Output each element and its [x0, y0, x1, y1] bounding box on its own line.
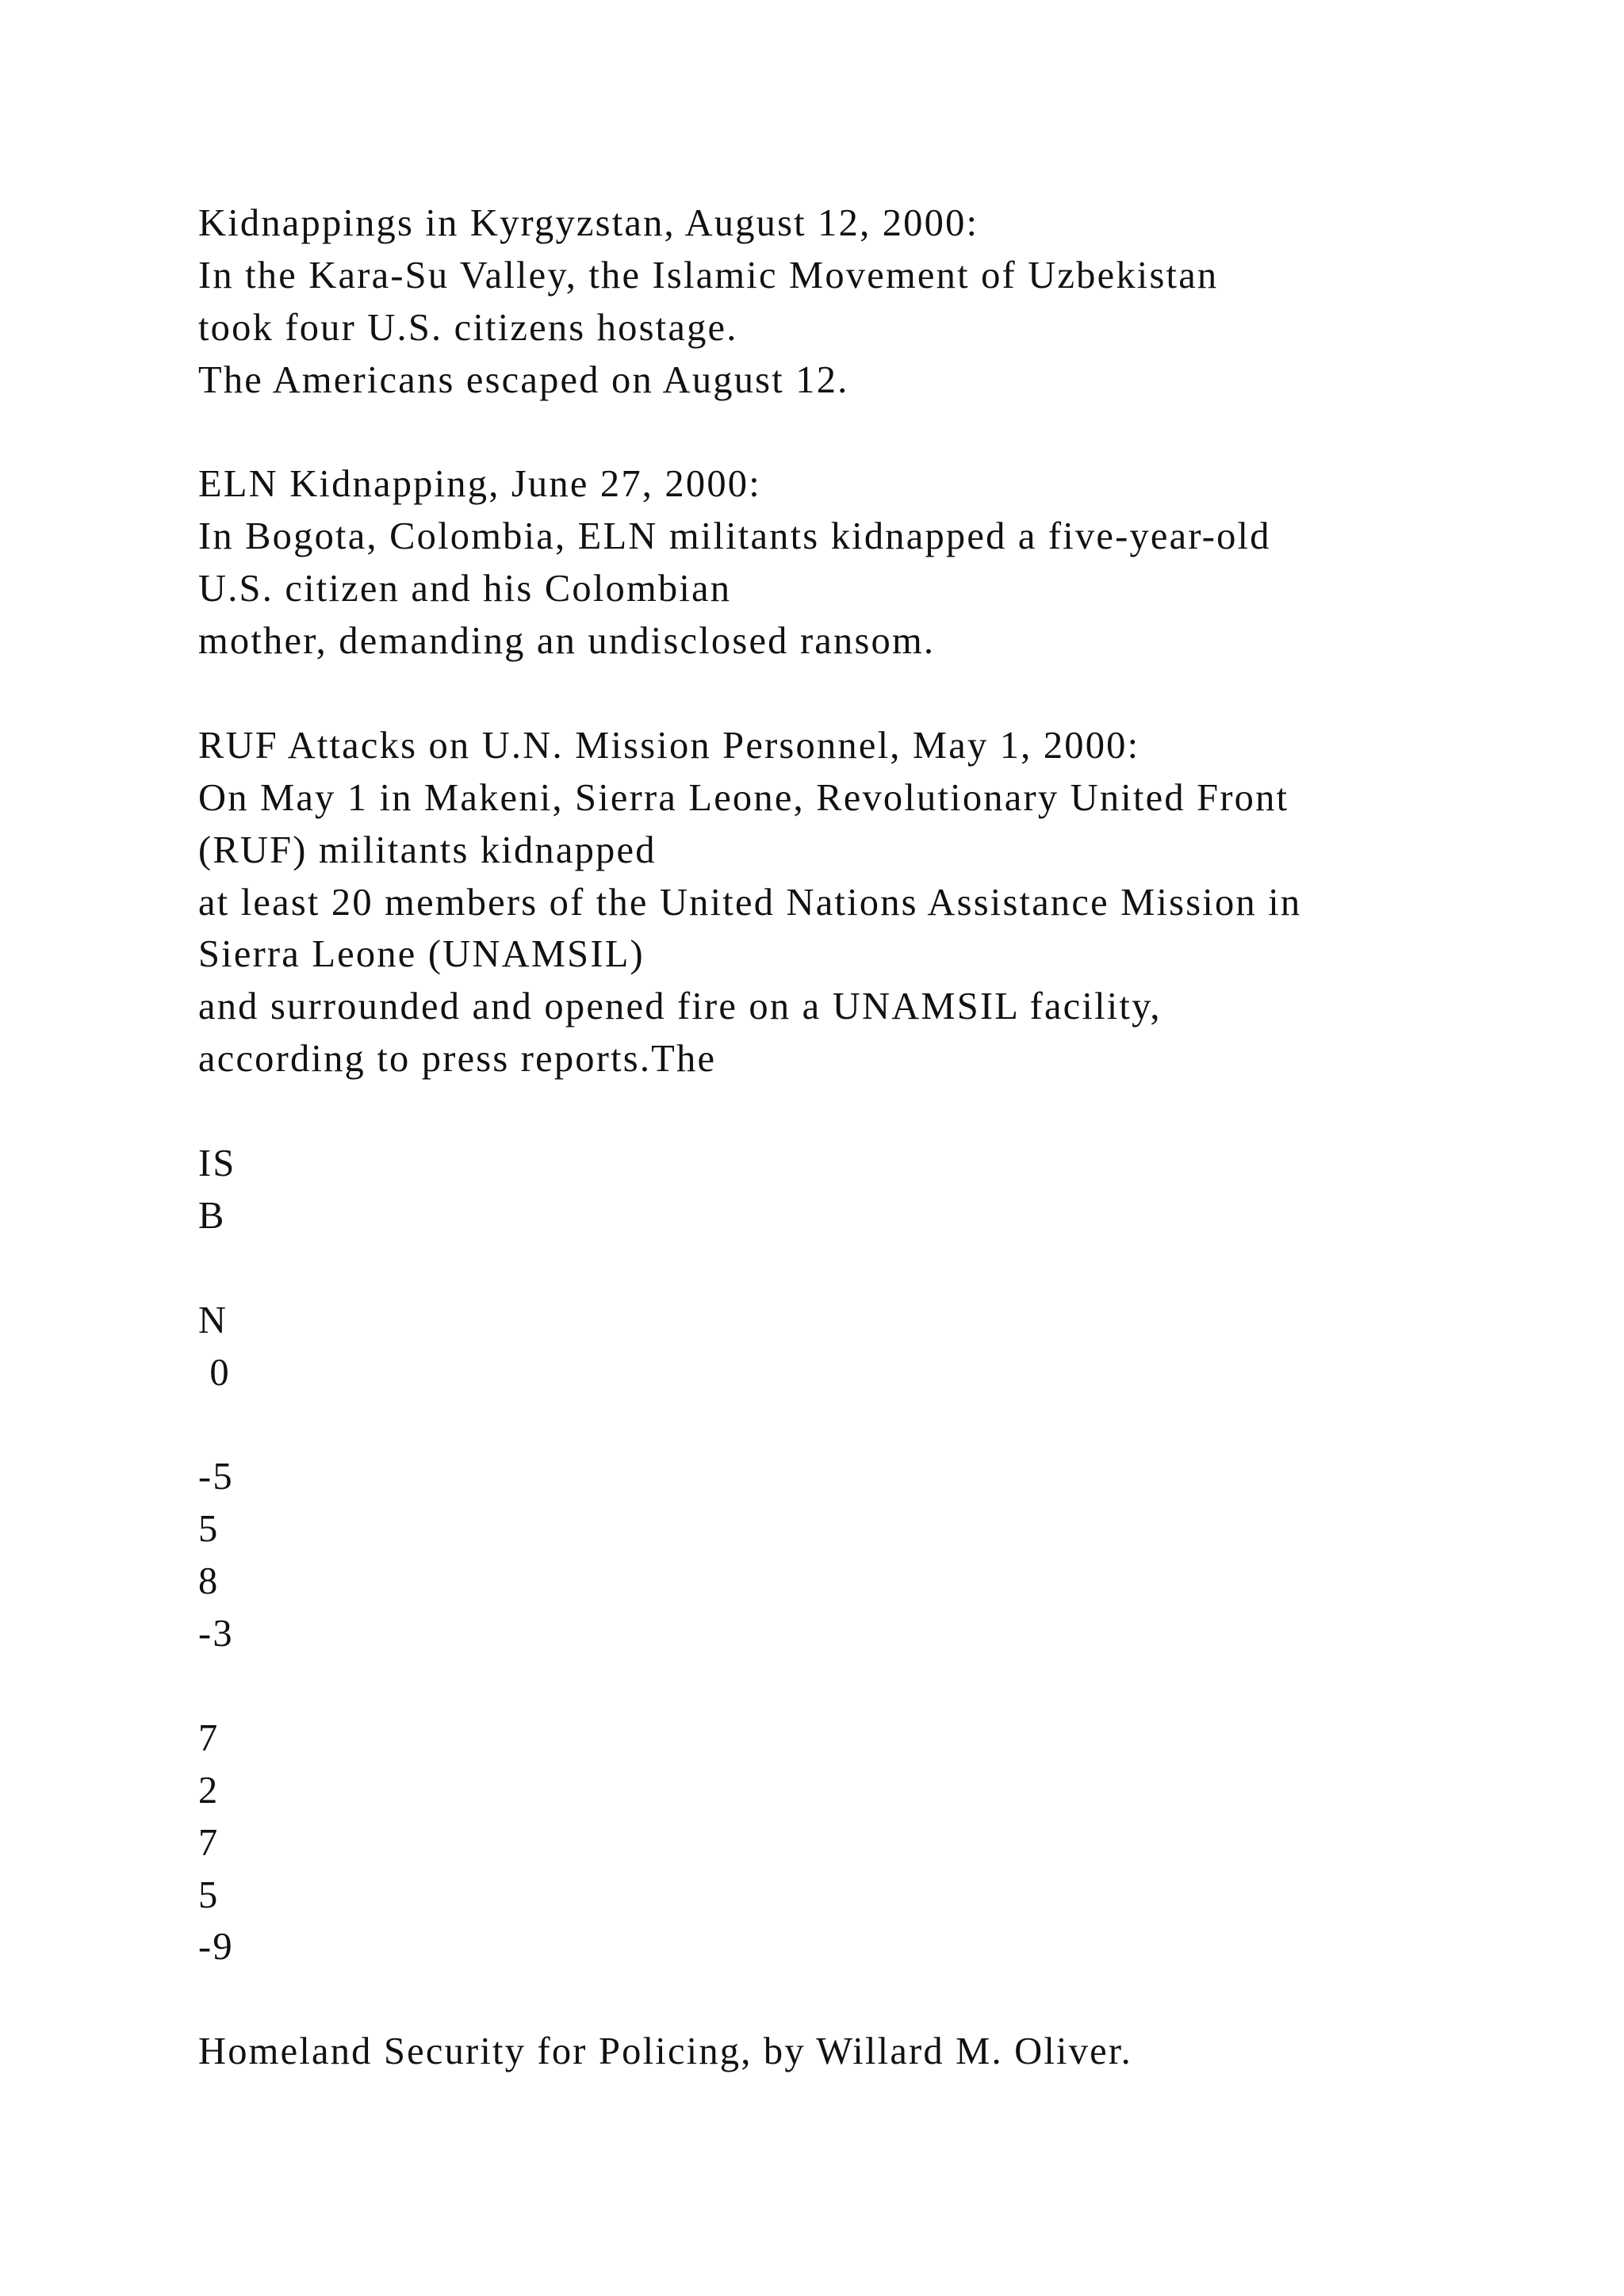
blank-line	[198, 1085, 1546, 1138]
source-citation: Homeland Security for Policing, by Willard M. Oliver.	[198, 2030, 1132, 2073]
blank-line	[198, 1399, 1546, 1451]
heading-kyrgyzstan: Kidnappings in Kyrgyzstan, August 12, 2000:	[198, 202, 979, 244]
text-line: (RUF) militants kidnapped	[198, 828, 657, 871]
isbn-digit: 8	[198, 1560, 220, 1603]
text-line: The Americans escaped on August 12.	[198, 358, 849, 401]
isbn-digit: -5	[198, 1456, 234, 1498]
text-line: Sierra Leone (UNAMSIL)	[198, 933, 645, 976]
text-line: On May 1 in Makeni, Sierra Leone, Revolutionary United Front	[198, 776, 1289, 819]
blank-line	[198, 1973, 1546, 2026]
text-line: took four U.S. citizens hostage.	[198, 306, 738, 349]
isbn-digit: 7	[198, 1716, 220, 1759]
blank-line	[198, 1660, 1546, 1712]
isbn-fragment: IS	[198, 1142, 236, 1185]
text-line: according to press reports.The	[198, 1038, 717, 1081]
text-line: In the Kara-Su Valley, the Islamic Movement of Uzbekistan	[198, 254, 1219, 297]
text-line: In Bogota, Colombia, ELN militants kidnapped a five-year-old	[198, 515, 1271, 558]
isbn-digit: 7	[198, 1821, 220, 1864]
text-line: mother, demanding an undisclosed ransom.	[198, 620, 936, 663]
isbn-digit: 5	[198, 1508, 220, 1551]
isbn-digit: -9	[198, 1926, 234, 1969]
isbn-digit: 5	[198, 1873, 220, 1916]
isbn-digit: 0	[198, 1351, 231, 1394]
heading-ruf: RUF Attacks on U.N. Mission Personnel, May 1, 2000:	[198, 724, 1140, 767]
document-body	[198, 197, 1546, 2078]
text-line: U.S. citizen and his Colombian	[198, 568, 732, 610]
blank-line	[198, 668, 1546, 720]
text-line: at least 20 members of the United Nations Assistance Mission in	[198, 881, 1302, 924]
isbn-digit: -3	[198, 1613, 234, 1655]
blank-line	[198, 407, 1546, 459]
isbn-fragment: N	[198, 1299, 228, 1341]
text-line: and surrounded and opened fire on a UNAMSIL facility,	[198, 985, 1162, 1028]
heading-eln: ELN Kidnapping, June 27, 2000:	[198, 463, 761, 506]
isbn-fragment: B	[198, 1194, 226, 1237]
blank-line	[198, 1242, 1546, 1295]
isbn-digit: 2	[198, 1769, 220, 1812]
